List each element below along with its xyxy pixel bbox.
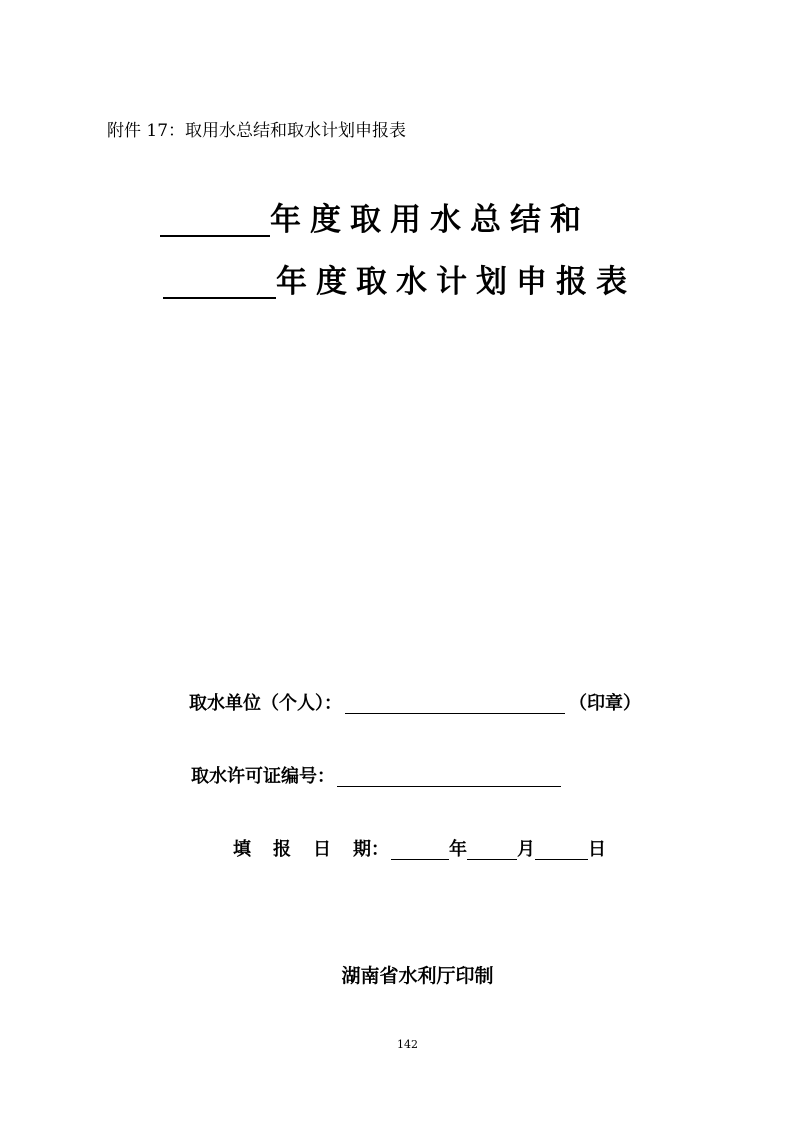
title-line-1 (160, 200, 590, 240)
date-day-label: 日 (588, 839, 606, 860)
unit-field (189, 692, 641, 716)
unit-label: 取水单位（个人）： (189, 693, 342, 714)
page-number: 142 (397, 1038, 418, 1051)
date-year-label: 年 (449, 839, 467, 860)
date-month-blank[interactable] (467, 859, 517, 860)
title-year-blank-2[interactable] (163, 297, 276, 299)
unit-blank[interactable] (345, 713, 565, 714)
attachment-label: 附件 17：取用水总结和取水计划申报表 (107, 121, 407, 141)
date-label-char-2: 报 (273, 839, 313, 860)
date-year-blank[interactable] (391, 859, 449, 860)
title-text-1: 年度取用水总结和 (270, 202, 590, 238)
title-year-blank-1[interactable] (160, 235, 270, 237)
title-line-2 (163, 262, 636, 302)
publisher: 湖南省水利厅印制 (341, 965, 494, 987)
date-label-char-3: 日 (313, 839, 353, 860)
unit-seal-label: （印章） (569, 693, 641, 714)
date-label-char-1: 填 (233, 839, 273, 860)
license-label: 取水许可证编号： (191, 766, 335, 787)
license-blank[interactable] (337, 786, 561, 787)
date-field (233, 838, 606, 862)
date-day-blank[interactable] (535, 859, 588, 860)
license-field (191, 765, 561, 789)
title-text-2: 年度取水计划申报表 (276, 264, 636, 300)
date-label-char-4: 期： (353, 839, 389, 860)
date-month-label: 月 (517, 839, 535, 860)
